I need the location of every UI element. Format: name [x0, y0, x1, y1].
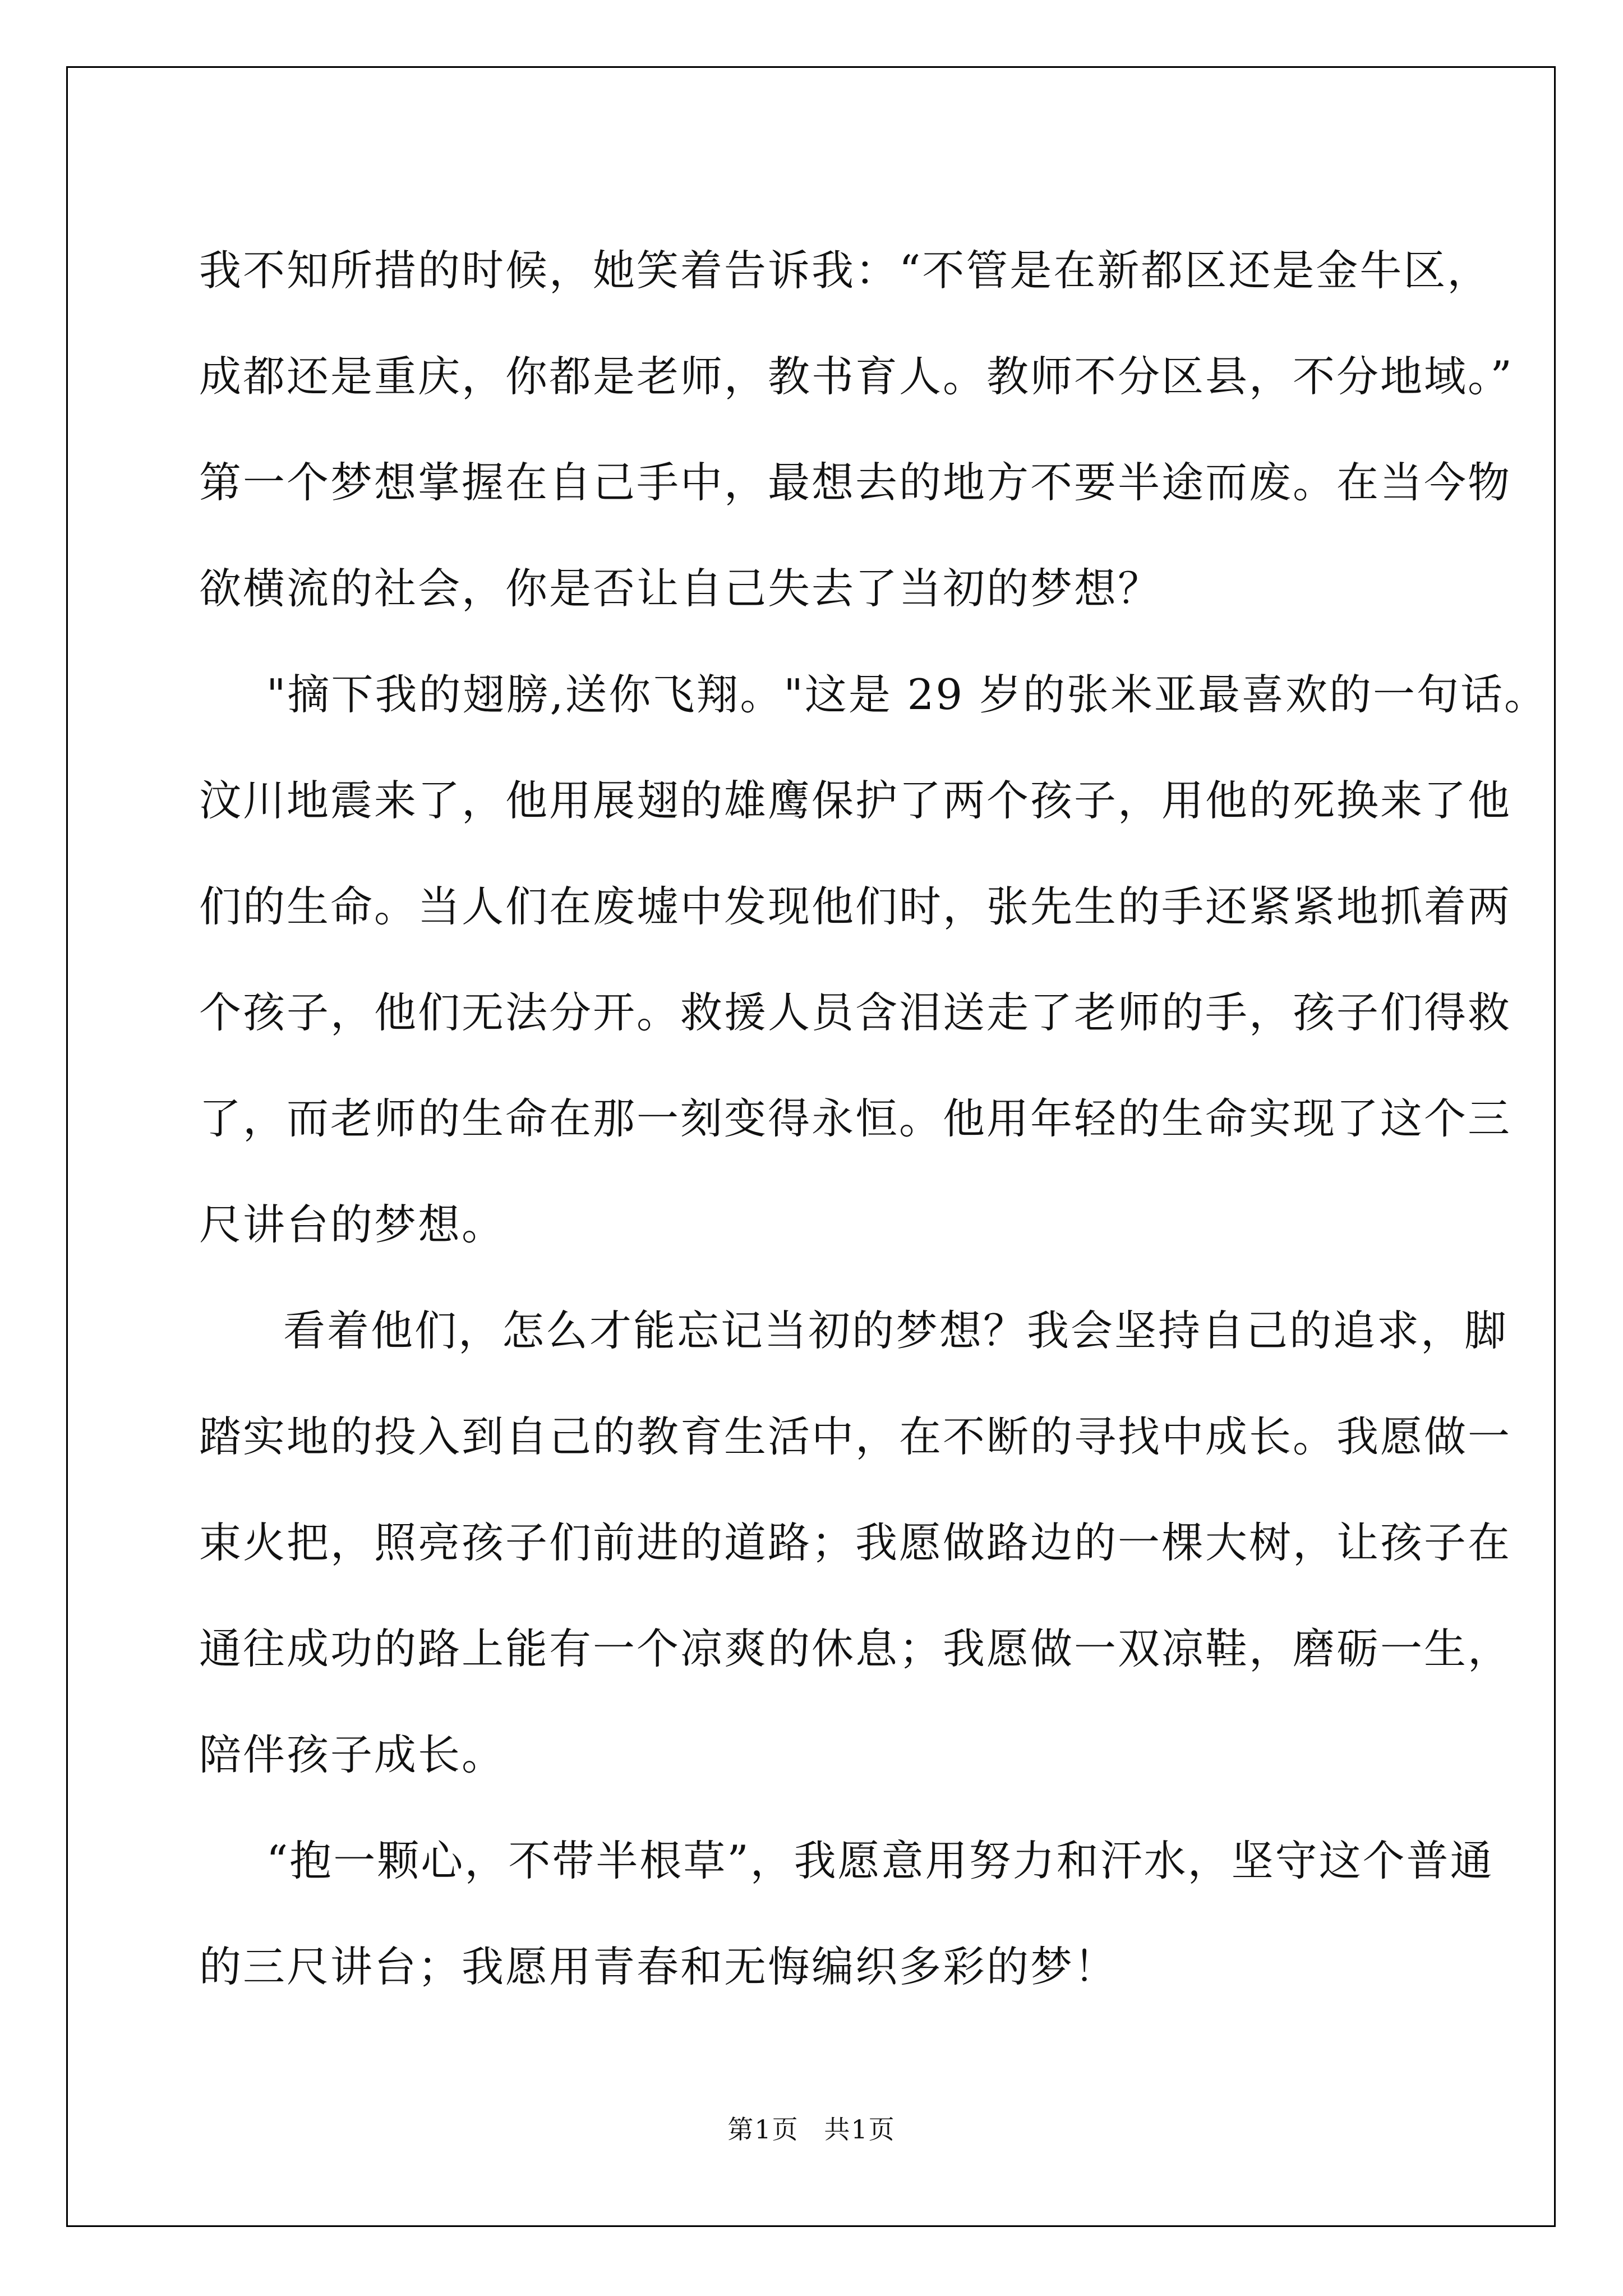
paragraph [199, 1278, 1512, 1808]
text-line: 的三尺讲台；我愿用青春和无悔编织多彩的梦！ [199, 1942, 1118, 1991]
text-line: 束火把，照亮孩子们前进的道路；我愿做路边的一棵大树，让孩子在 [199, 1518, 1512, 1567]
text-line: 踏实地的投入到自己的教育生活中，在不断的寻找中成长。我愿做一 [199, 1412, 1512, 1461]
paragraph [199, 1808, 1494, 2020]
page-total: 共1页 [824, 2114, 896, 2145]
document-body [199, 218, 1548, 2020]
text-line: “抱一颗心，不带半根草”，我愿意用努力和汗水，坚守这个普通 [266, 1836, 1494, 1885]
page-footer [0, 2109, 1623, 2146]
text-line: 陪伴孩子成长。 [199, 1730, 506, 1779]
text-line: 成都还是重庆，你都是老师，教书育人。教师不分区县，不分地域。” [199, 352, 1514, 401]
text-line: 欲横流的社会，你是否让自己失去了当初的梦想？ [199, 564, 1162, 613]
text-line: 汶川地震来了，他用展翅的雄鹰保护了两个孩子，用他的死换来了他 [199, 776, 1512, 825]
text-line: 通往成功的路上能有一个凉爽的休息；我愿做一双凉鞋，磨砺一生， [199, 1624, 1512, 1673]
text-line: 个孩子，他们无法分开。救援人员含泪送走了老师的手，孩子们得救 [199, 988, 1512, 1037]
text-line: 第一个梦想掌握在自己手中，最想去的地方不要半途而废。在当今物 [199, 458, 1512, 507]
text-line: 看着他们，怎么才能忘记当初的梦想？我会坚持自己的追求，脚 [283, 1306, 1509, 1355]
text-line: 了，而老师的生命在那一刻变得永恒。他用年轻的生命实现了这个三 [199, 1094, 1512, 1143]
text-line: "摘下我的翅膀,送你飞翔。"这是 29 岁的张米亚最喜欢的一句话。 [266, 670, 1548, 719]
text-line: 我不知所措的时候，她笑着告诉我：“不管是在新都区还是金牛区， [199, 246, 1491, 295]
text-line: 尺讲台的梦想。 [199, 1200, 506, 1249]
text-line: 们的生命。当人们在废墟中发现他们时，张先生的手还紧紧地抓着两 [199, 882, 1512, 931]
page-number: 第1页 [727, 2114, 799, 2145]
paragraph [199, 218, 1514, 642]
paragraph [199, 642, 1548, 1278]
